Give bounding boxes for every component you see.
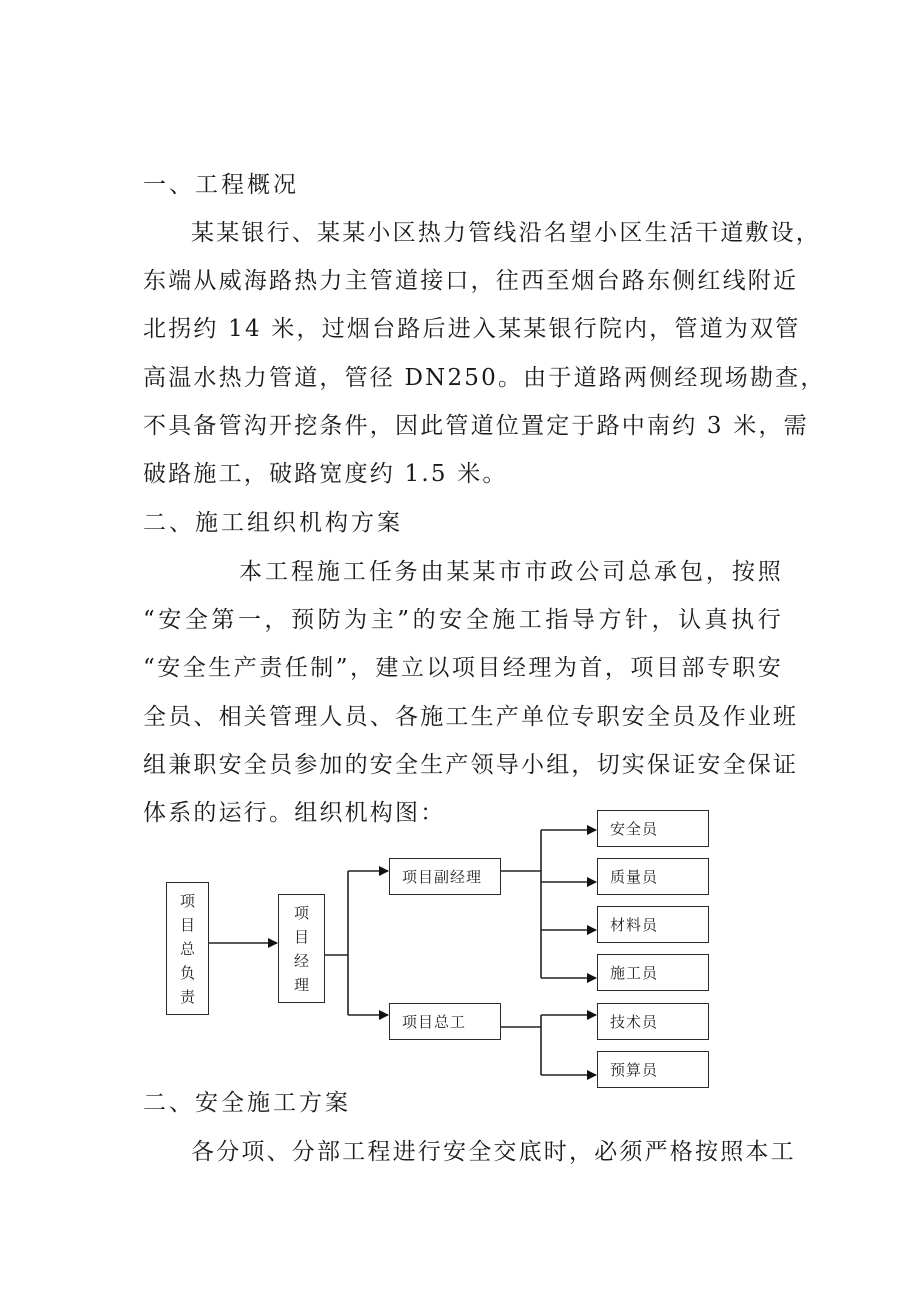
- paragraph-line: 体系的运行。组织机构图：: [143, 800, 446, 826]
- section-heading-project-overview: 一、工程概况: [143, 172, 299, 198]
- org-node-char: 目: [293, 927, 309, 946]
- paragraph-line: 东端从威海路热力主管道接口，往西至烟台路东侧红线附近: [143, 268, 799, 294]
- org-node-chief-engineer: 项目总工: [389, 1003, 501, 1040]
- paragraph-line: 北拐约 14 米，过烟台路后进入某某银行院内，管道为双管: [143, 316, 801, 342]
- org-node-project-manager: [278, 894, 325, 1003]
- paragraph-line: 不具备管沟开挖条件，因此管道位置定于路中南约 3 米，需: [143, 413, 809, 439]
- paragraph-line: 组兼职安全员参加的安全生产领导小组，切实保证安全保证: [143, 752, 799, 778]
- org-node-char: 项: [179, 891, 195, 910]
- org-node-safety-officer: 安全员: [597, 810, 709, 847]
- org-node-char: 经: [293, 951, 309, 970]
- org-node-construction-officer: 施工员: [597, 954, 709, 991]
- org-node-technician: 技术员: [597, 1003, 709, 1040]
- paragraph-line: 各分项、分部工程进行安全交底时，必须严格按照本工: [191, 1139, 796, 1165]
- paragraph-line: 全员、相关管理人员、各施工生产单位专职安全员及作业班: [143, 704, 799, 730]
- org-node-materials-officer: 材料员: [597, 906, 709, 943]
- paragraph-line: 高温水热力管道，管径 DN250。由于道路两侧经现场勘查，: [143, 365, 826, 391]
- org-node-deputy-manager: 项目副经理: [389, 858, 501, 895]
- paragraph-line: “安全生产责任制”，建立以项目经理为首，项目部专职安: [143, 655, 783, 681]
- org-node-char: 总: [179, 939, 195, 958]
- org-node-char: 目: [179, 915, 195, 934]
- org-node-char: 责: [179, 987, 195, 1006]
- paragraph-line: “安全第一，预防为主”的安全施工指导方针，认真执行: [143, 607, 783, 633]
- paragraph-line: 某某银行、某某小区热力管线沿名望小区生活干道敷设，: [191, 220, 821, 246]
- org-node-char: 项: [293, 903, 309, 922]
- paragraph-line: 破路施工，破路宽度约 1.5 米。: [143, 461, 508, 487]
- section-heading-safety-plan: 二、安全施工方案: [143, 1090, 351, 1116]
- paragraph-line: 本工程施工任务由某某市市政公司总承包，按照: [239, 559, 783, 585]
- org-node-budget-officer: 预算员: [597, 1051, 709, 1088]
- section-heading-organization: 二、施工组织机构方案: [143, 510, 403, 536]
- org-node-char: 理: [293, 975, 309, 994]
- org-node-quality-officer: 质量员: [597, 858, 709, 895]
- org-node-char: 负: [179, 963, 195, 982]
- org-node-project-lead: [166, 882, 209, 1015]
